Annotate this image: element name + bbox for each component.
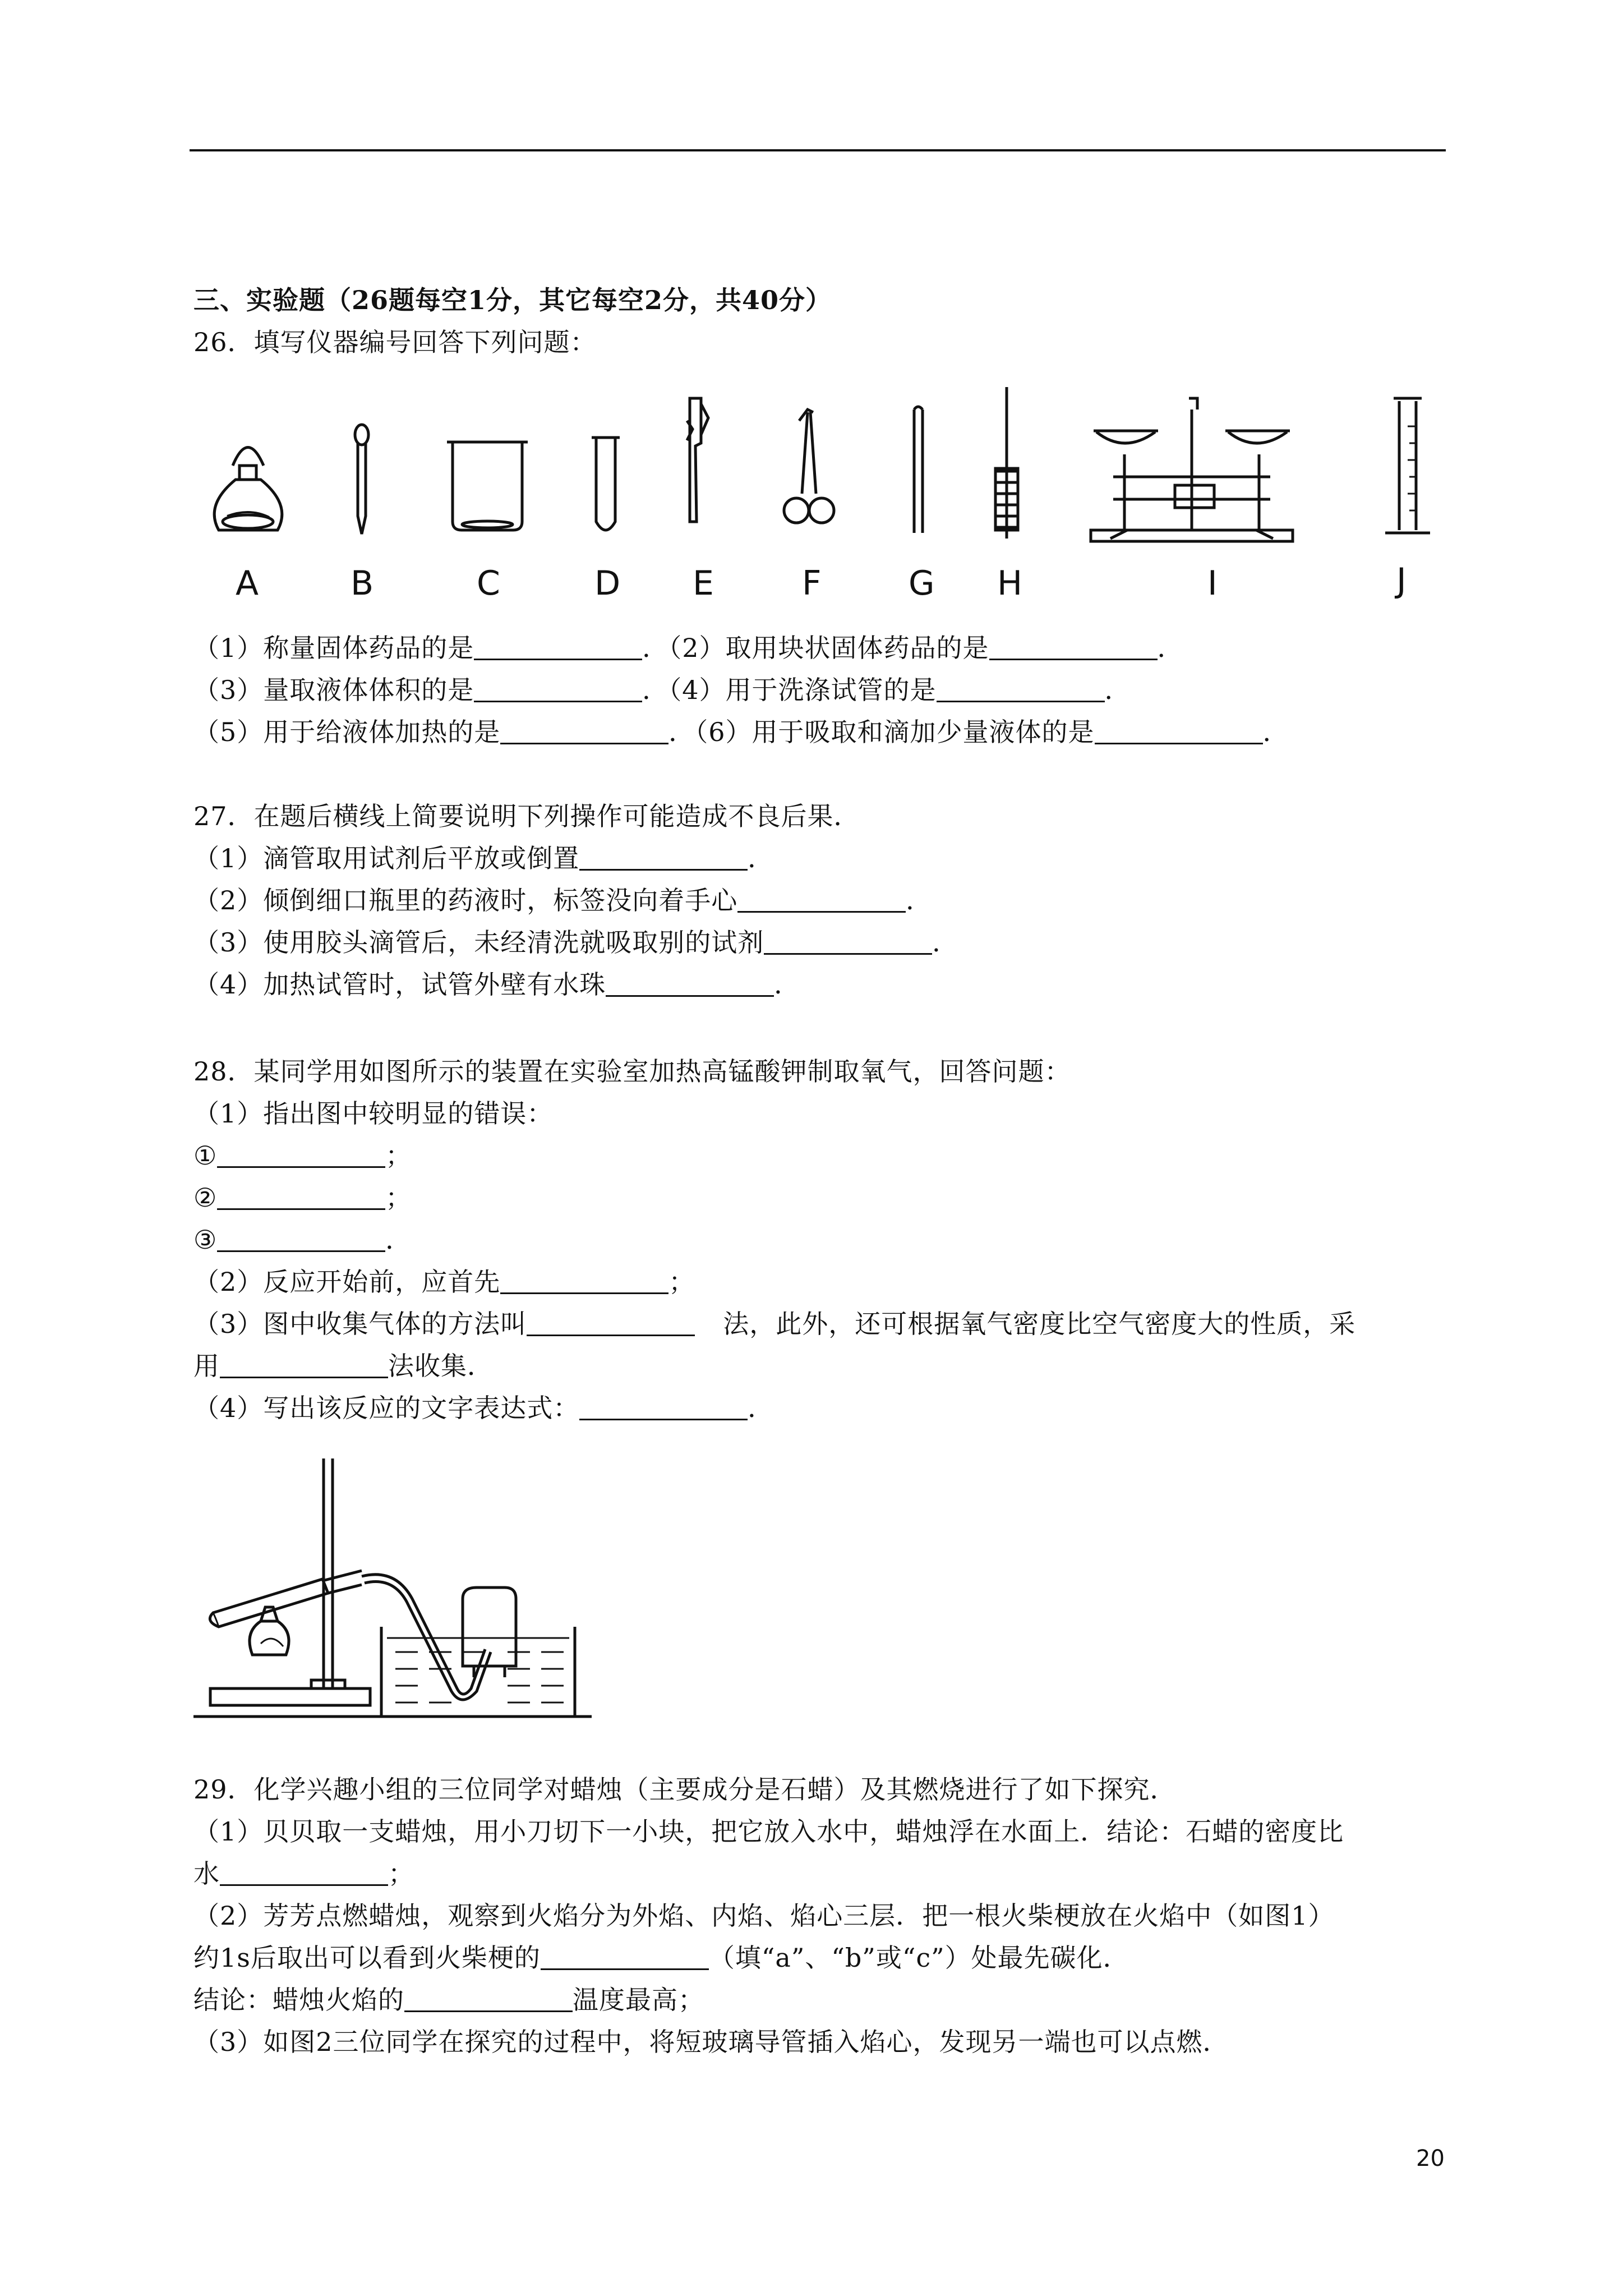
q29-stem: 29．化学兴趣小组的三位同学对蜡烛（主要成分是石蜡）及其燃烧进行了如下探究． xyxy=(193,1774,1177,1805)
answer-blank[interactable] xyxy=(606,969,774,997)
answer-blank[interactable] xyxy=(737,885,906,913)
crucible-tongs-drawing xyxy=(784,409,834,523)
header-rule xyxy=(190,149,1446,151)
test-tube-holder-drawing xyxy=(687,398,708,522)
q29-conclusion: 结论：蜡烛火焰的 温度最高； xyxy=(193,1985,704,2015)
q28-error-3: ③ ． xyxy=(193,1225,412,1255)
q28-error-1: ① ； xyxy=(193,1140,412,1171)
q28-part-2: （2）反应开始前，应首先 ； xyxy=(193,1267,695,1297)
label-h: H xyxy=(997,564,1023,603)
label-d: D xyxy=(594,564,621,603)
q28-error-2: ② ； xyxy=(193,1182,412,1213)
balance-drawing xyxy=(1091,398,1293,541)
test-tube-brush-drawing xyxy=(994,387,1019,539)
q28-part-3: （3）图中收集气体的方法叫 法，此外，还可根据氧气密度比空气密度大的性质，采 xyxy=(193,1309,1356,1339)
graduated-cylinder-drawing xyxy=(1385,398,1430,533)
answer-blank[interactable] xyxy=(527,1309,695,1336)
answer-blank[interactable] xyxy=(1095,717,1263,744)
answer-blank[interactable] xyxy=(500,1267,668,1294)
q27-item-2: （2）倾倒细口瓶里的药液时，标签没向着手心 ． xyxy=(193,885,933,915)
q28-part-1: （1）指出图中较明显的错误： xyxy=(193,1098,554,1129)
beaker-drawing xyxy=(447,442,528,530)
q27-item-3: （3）使用胶头滴管后，未经清洗就吸取别的试剂 ． xyxy=(193,927,959,958)
q26-row-2: （3）量取液体体积的是 ．（4）用于洗涤试管的是 ． xyxy=(193,675,1131,705)
section-title: 三、实验题（26题每空1分，其它每空2分，共40分） xyxy=(193,285,832,315)
answer-blank[interactable] xyxy=(217,1140,385,1168)
q29-part-2: （2）芳芳点燃蜡烛，观察到火焰分为外焰、内焰、焰心三层．把一根火柴梗放在火焰中（如图1） xyxy=(193,1901,1335,1931)
instruments-figure xyxy=(193,387,1467,611)
answer-blank[interactable] xyxy=(474,675,642,702)
q26-row-1: （1）称量固体药品的是 ．（2）取用块状固体药品的是 ． xyxy=(193,633,1184,663)
label-a: A xyxy=(236,564,259,603)
q27-item-4: （4）加热试管时，试管外壁有水珠 ． xyxy=(193,969,801,1000)
oxygen-apparatus-figure xyxy=(193,1453,597,1728)
q28-part-4: （4）写出该反应的文字表达式： ． xyxy=(193,1393,774,1423)
answer-blank[interactable] xyxy=(220,1858,388,1886)
answer-blank[interactable] xyxy=(541,1943,709,1970)
label-j: J xyxy=(1396,561,1407,600)
answer-blank[interactable] xyxy=(500,717,668,744)
q28-part-3-cont: 用 法收集． xyxy=(193,1351,494,1381)
dropper-drawing xyxy=(355,425,368,534)
answer-blank[interactable] xyxy=(217,1182,385,1210)
q29-part-1: （1）贝贝取一支蜡烛，用小刀切下一小块，把它放入水中，蜡烛浮在水面上．结论：石蜡的密度比 xyxy=(193,1816,1344,1847)
label-b: B xyxy=(351,564,374,603)
q29-part-2-cont: 约1s后取出可以看到火柴梗的 （填“a”、“b”或“c”）处最先碳化． xyxy=(193,1943,1129,1973)
answer-blank[interactable] xyxy=(579,843,748,871)
q29-part-1-cont: 水 ； xyxy=(193,1858,414,1889)
answer-blank[interactable] xyxy=(937,675,1105,702)
answer-blank[interactable] xyxy=(220,1351,388,1378)
alcohol-lamp-drawing xyxy=(214,448,282,531)
label-f: F xyxy=(802,564,822,603)
q28-stem: 28．某同学用如图所示的装置在实验室加热高锰酸钾制取氧气，回答问题： xyxy=(193,1056,1071,1087)
q29-part-3: （3）如图2三位同学在探究的过程中，将短玻璃导管插入焰心，发现另一端也可以点燃． xyxy=(193,2027,1229,2057)
q26-row-3: （5）用于给液体加热的是 ．（6）用于吸取和滴加少量液体的是 ． xyxy=(193,717,1289,747)
answer-blank[interactable] xyxy=(989,633,1158,660)
answer-blank[interactable] xyxy=(764,927,932,955)
answer-blank[interactable] xyxy=(474,633,642,660)
spatula-drawing xyxy=(914,407,923,533)
answer-blank[interactable] xyxy=(217,1225,385,1252)
q27-item-1: （1）滴管取用试剂后平放或倒置 ． xyxy=(193,843,774,873)
label-g: G xyxy=(909,564,935,603)
page-number: 20 xyxy=(1416,2146,1445,2171)
answer-blank[interactable] xyxy=(404,1985,573,2012)
label-c: C xyxy=(477,564,500,603)
test-tube-drawing xyxy=(592,438,620,530)
label-e: E xyxy=(693,564,714,603)
q26-stem: 26．填写仪器编号回答下列问题： xyxy=(193,327,597,357)
answer-blank[interactable] xyxy=(579,1393,748,1420)
q27-stem: 27．在题后横线上简要说明下列操作可能造成不良后果． xyxy=(193,801,860,831)
label-i: I xyxy=(1207,564,1218,603)
